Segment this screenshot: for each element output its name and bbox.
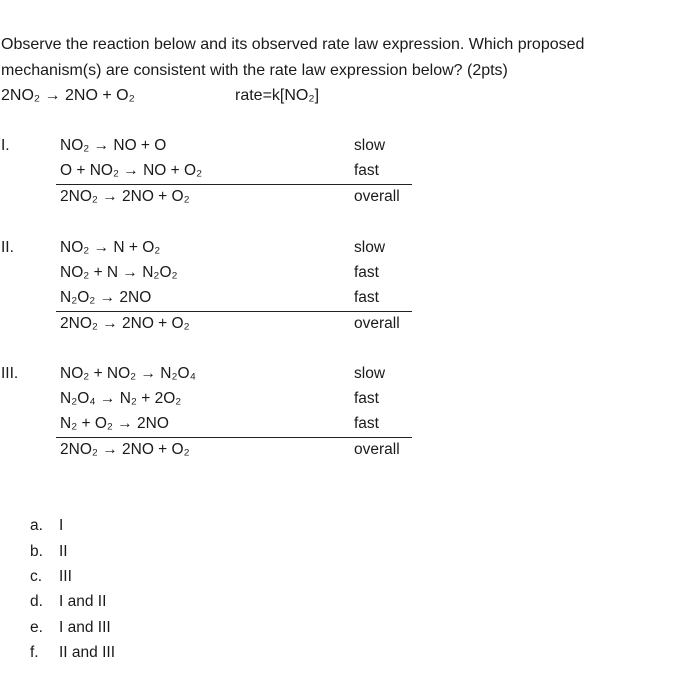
mechanism-1-step-1: NO₂ → NO + O — [60, 137, 167, 154]
mechanism-3-step-1-speed: slow — [354, 365, 386, 382]
mechanism-1-divider — [56, 184, 412, 185]
mechanism-3-step-3: N₂ + O₂ → 2NO — [60, 415, 169, 432]
mechanism-3-overall: 2NO₂ → 2NO + O₂ — [60, 441, 190, 458]
mechanism-3-step-3-speed: fast — [354, 415, 379, 432]
choice-f-letter: f. — [30, 644, 39, 661]
mechanism-3-numeral: III. — [1, 365, 19, 382]
choice-c-text[interactable]: III — [59, 568, 72, 585]
mechanism-3-step-1: NO₂ + NO₂ → N₂O₄ — [60, 365, 196, 382]
mechanism-2-step-2-speed: fast — [354, 264, 379, 281]
choice-e-letter: e. — [30, 619, 43, 636]
choice-a-text[interactable]: I — [59, 517, 64, 534]
mechanism-2-divider — [56, 311, 412, 312]
mechanism-3-overall-label: overall — [354, 441, 400, 458]
choice-b-text[interactable]: II — [59, 543, 68, 560]
mechanism-2-numeral: II. — [1, 239, 14, 256]
choice-f-text[interactable]: II and III — [59, 644, 116, 661]
question-line-1: Observe the reaction below and its observed rate law expression. Which proposed — [1, 36, 585, 53]
mechanism-1-overall-label: overall — [354, 188, 400, 205]
choice-e-text[interactable]: I and III — [59, 619, 111, 636]
mechanism-2-step-1-speed: slow — [354, 239, 386, 256]
mechanism-2-overall: 2NO₂ → 2NO + O₂ — [60, 315, 190, 332]
mechanism-1-overall: 2NO₂ → 2NO + O₂ — [60, 188, 190, 205]
rate-law: rate=k[NO₂] — [235, 87, 320, 104]
mechanism-1-numeral: I. — [1, 137, 10, 154]
mechanism-2-step-1: NO₂ → N + O₂ — [60, 239, 161, 256]
choice-d-text[interactable]: I and II — [59, 593, 107, 610]
question-line-2: mechanism(s) are consistent with the rate law expression below? (2pts) — [1, 62, 508, 79]
mechanism-1-step-2-speed: fast — [354, 162, 379, 179]
overall-reaction: 2NO₂ → 2NO + O₂ — [1, 87, 135, 104]
mechanism-3-divider — [56, 437, 412, 438]
mechanism-2-step-3-speed: fast — [354, 289, 379, 306]
choice-c-letter: c. — [30, 568, 43, 585]
mechanism-1-step-2: O + NO₂ → NO + O₂ — [60, 162, 203, 179]
mechanism-2-step-2: NO₂ + N → N₂O₂ — [60, 264, 178, 281]
choice-d-letter: d. — [30, 593, 43, 610]
choice-b-letter: b. — [30, 543, 43, 560]
mechanism-3-step-2-speed: fast — [354, 390, 379, 407]
mechanism-2-overall-label: overall — [354, 315, 400, 332]
mechanism-2-step-3: N₂O₂ → 2NO — [60, 289, 152, 306]
choice-a-letter: a. — [30, 517, 43, 534]
mechanism-1-step-1-speed: slow — [354, 137, 386, 154]
mechanism-3-step-2: N₂O₄ → N₂ + 2O₂ — [60, 390, 182, 407]
